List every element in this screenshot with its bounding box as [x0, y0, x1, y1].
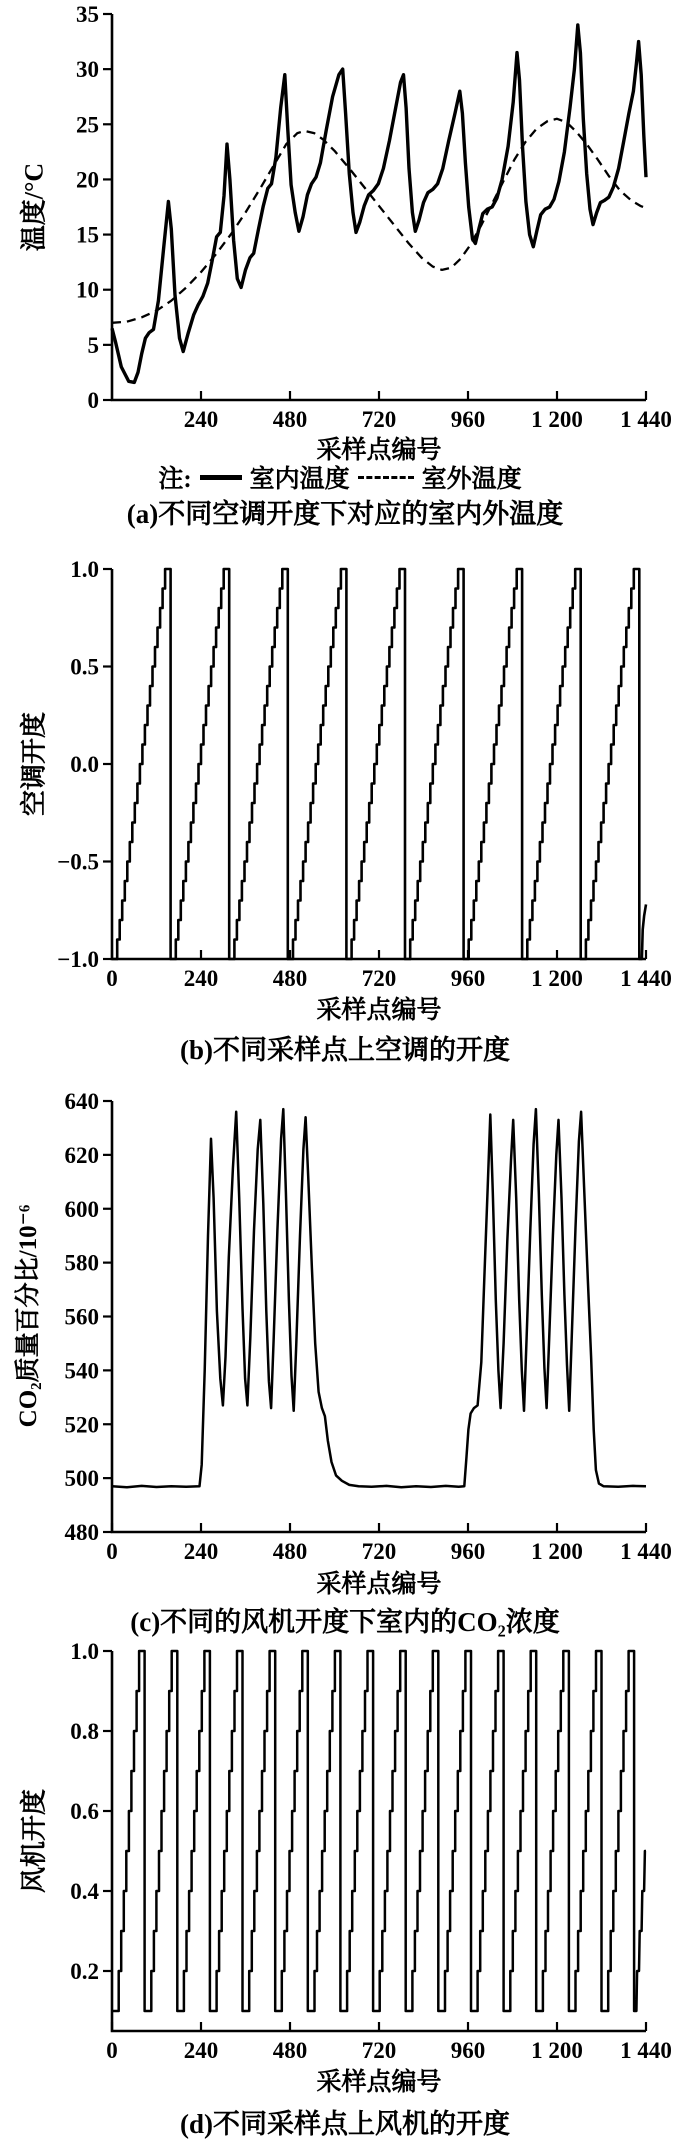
panel-c-plot	[0, 1088, 700, 1566]
panel-c-xtick: 0	[106, 1539, 118, 1564]
panel-b-ytick: 1.0	[70, 557, 99, 582]
legend-label-indoor: 室内温度	[249, 466, 350, 493]
panel-d-ytick: 0.8	[70, 1719, 99, 1744]
panel-d-xtick: 480	[272, 2038, 308, 2063]
panel-d-plot	[0, 1637, 700, 2063]
panel-a-legend	[30, 459, 650, 495]
panel-c-xtick: 240	[183, 1539, 219, 1564]
panel-a-xtick: 1 200	[531, 407, 583, 432]
panel-c-ytick: 600	[64, 1196, 99, 1222]
panel-a-ytick: 30	[76, 57, 99, 83]
panel-b-ytick: 0.0	[70, 752, 99, 777]
panel-c-xtick: 960	[450, 1539, 486, 1564]
panel-d-xlabel: 采样点编号	[316, 2069, 442, 2096]
solid-line-icon	[200, 475, 242, 480]
panel-b-xtick: 1 440	[620, 966, 672, 991]
panel-a-caption: (a)不同空调开度下对应的室内外温度	[126, 499, 564, 529]
panel-c-ytick: 620	[64, 1142, 99, 1168]
panel-b-xtick: 1 200	[531, 966, 583, 991]
panel-a-ytick: 25	[76, 112, 99, 138]
panel-a-ytick: 20	[76, 167, 99, 193]
panel-d-xtick: 0	[106, 2038, 118, 2063]
panel-c-xtick: 480	[272, 1539, 308, 1564]
panel-a-xtick: 480	[272, 407, 308, 432]
panel-b-series-0	[112, 569, 646, 959]
panel-b-ylabel: 空调开度	[19, 711, 49, 817]
panel-d-ytick: 0.4	[70, 1879, 99, 1904]
panel-a-plot	[0, 0, 700, 432]
panel-b-caption: (b)不同采样点上空调的开度	[180, 1035, 510, 1065]
panel-c-ytick: 540	[64, 1358, 99, 1384]
panel-a-ytick: 35	[76, 2, 99, 27]
panel-b-xtick: 720	[361, 966, 397, 991]
panel-c-series-0	[112, 1109, 646, 1487]
panel-c-ylabel: CO₂质量百分比/10⁻⁶	[15, 1204, 42, 1428]
panel-a-xtick: 720	[361, 407, 397, 432]
panel-a-series-0	[112, 25, 646, 382]
panel-b-xtick: 960	[450, 966, 486, 991]
panel-d-series-0	[112, 1651, 646, 2011]
panel-c-ytick: 520	[64, 1412, 99, 1438]
panel-d-caption: (d)不同采样点上风机的开度	[180, 2109, 510, 2139]
panel-b-ytick: 0.5	[70, 654, 99, 680]
panel-c-xlabel: 采样点编号	[316, 1571, 442, 1598]
panel-b-ytick: −0.5	[57, 849, 99, 875]
dashed-line-icon	[358, 476, 414, 479]
panel-b-plot	[0, 555, 700, 991]
panel-a-ytick: 5	[87, 332, 99, 358]
panel-a-xtick: 1 440	[620, 407, 672, 432]
panel-c-ytick: 640	[64, 1089, 99, 1114]
panel-a-ytick: 10	[76, 277, 99, 303]
panel-d-xtick: 1 200	[531, 2038, 583, 2063]
panel-c-caption: (c)不同的风机开度下室内的CO₂浓度	[130, 1607, 560, 1637]
panel-b-xtick: 0	[106, 966, 118, 991]
panel-c-ytick: 560	[64, 1304, 99, 1330]
panel-c-xtick: 1 200	[531, 1539, 583, 1564]
panel-c-xtick: 1 440	[620, 1539, 672, 1564]
legend-label-outdoor: 室外温度	[421, 466, 522, 493]
panel-d-ytick: 0.6	[70, 1799, 99, 1824]
panel-a-ytick: 0	[87, 388, 99, 413]
panel-c-xtick: 720	[361, 1539, 397, 1564]
panel-a-ylabel: 温度/°C	[19, 162, 49, 252]
panel-d-ytick: 1.0	[70, 1639, 99, 1664]
panel-b-xtick: 240	[183, 966, 219, 991]
panel-b-ytick: −1.0	[57, 947, 99, 972]
panel-a-xtick: 240	[183, 407, 219, 432]
panel-d-xtick: 1 440	[620, 2038, 672, 2063]
panel-b-xtick: 480	[272, 966, 308, 991]
panel-c-axes	[65, 1089, 672, 1564]
panel-a-ytick: 15	[76, 222, 99, 248]
panel-a-xlabel: 采样点编号	[316, 437, 442, 464]
panel-d-xtick: 960	[450, 2038, 486, 2063]
panel-c-ytick: 580	[64, 1250, 99, 1276]
panel-c-ytick: 500	[64, 1466, 99, 1492]
panel-d-ytick: 0.2	[70, 1959, 99, 1984]
panel-d-xtick: 240	[183, 2038, 219, 2063]
legend-note: 注:	[158, 466, 192, 493]
panel-b-xlabel: 采样点编号	[316, 997, 442, 1024]
panel-d-ylabel: 风机开度	[19, 1788, 49, 1894]
panel-a-xtick: 960	[450, 407, 486, 432]
panel-c-ytick: 480	[64, 1520, 99, 1545]
panel-d-xtick: 720	[361, 2038, 397, 2063]
